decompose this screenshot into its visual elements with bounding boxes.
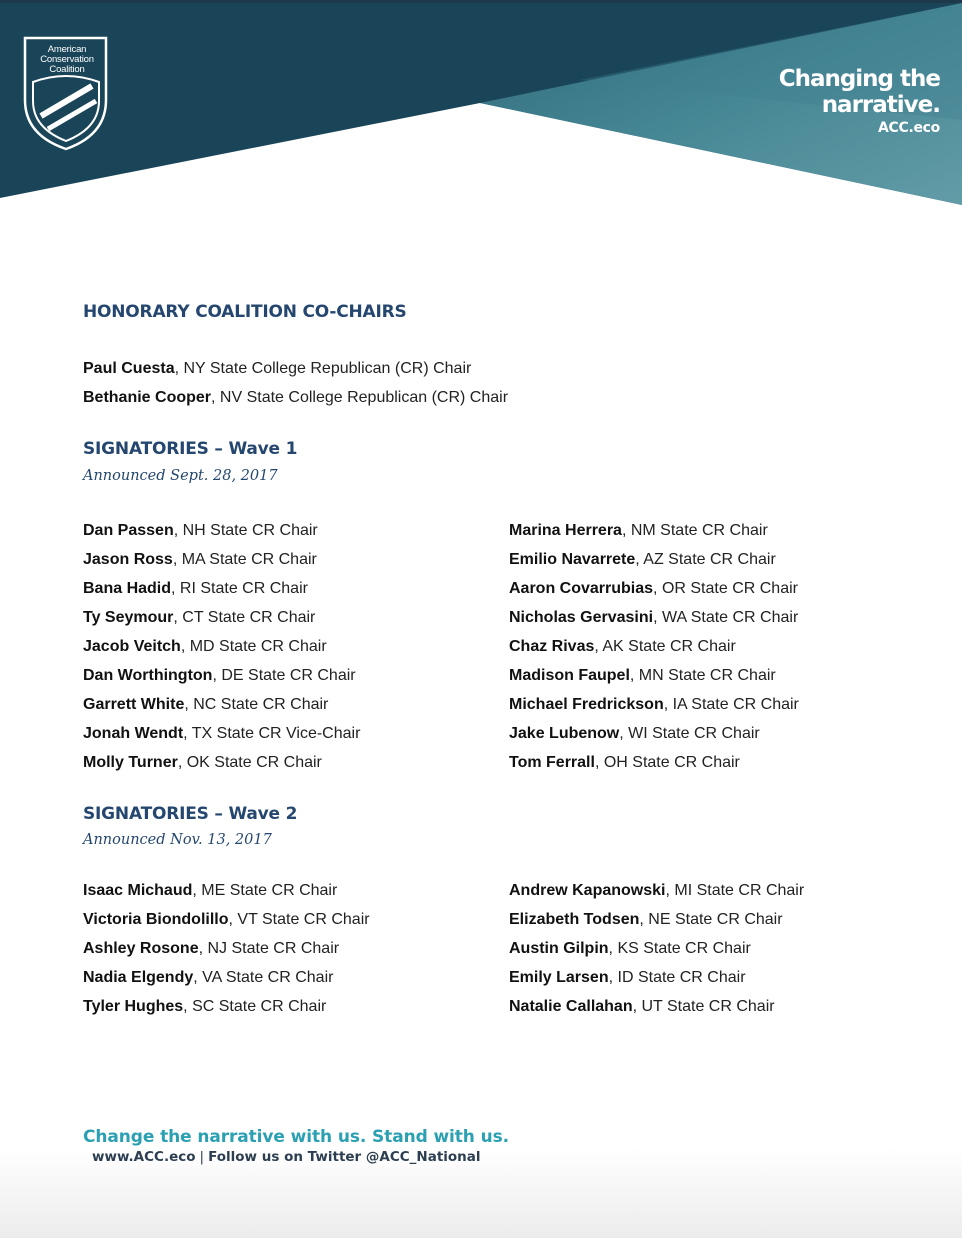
- logo-line-american: American: [47, 44, 87, 55]
- member-name: Ashley Rosone: [83, 940, 199, 957]
- list-item: [83, 661, 360, 690]
- list-item: [83, 719, 360, 748]
- list-item: [509, 934, 804, 963]
- list-item: [83, 516, 360, 545]
- member-role: , AK State CR Chair: [594, 638, 736, 655]
- list-item: [83, 992, 370, 1021]
- member-name: Emily Larsen: [509, 969, 609, 986]
- member-name: Madison Faupel: [509, 667, 630, 684]
- list-item: [509, 992, 804, 1021]
- list-item: [509, 545, 799, 574]
- member-name: Nicholas Gervasini: [509, 609, 654, 626]
- member-role: , NM State CR Chair: [621, 522, 768, 539]
- wave2-date: Announced Nov. 13, 2017: [83, 832, 272, 848]
- footer-contact: [92, 1149, 481, 1165]
- member-role: , OR State CR Chair: [653, 580, 798, 597]
- wave2-title: SIGNATORIES – Wave 2: [83, 804, 298, 824]
- member-name: Garrett White: [83, 696, 185, 713]
- member-name: Natalie Callahan: [509, 998, 633, 1015]
- logo-text: [30, 45, 104, 75]
- header-tagline: [779, 66, 940, 138]
- member-name: Tom Ferrall: [509, 754, 595, 771]
- member-name: Bethanie Cooper: [83, 389, 212, 406]
- member-role: , NY State College Republican (CR) Chair: [174, 360, 472, 377]
- list-item: [83, 574, 360, 603]
- member-name: Molly Turner: [83, 754, 178, 771]
- member-role: , RI State CR Chair: [171, 580, 308, 597]
- logo-line-conservation: Conservation: [40, 54, 94, 65]
- member-role: , KS State CR Chair: [608, 940, 751, 957]
- list-item: [83, 383, 508, 412]
- logo-line-coalition: Coalition: [49, 64, 85, 75]
- list-item: [509, 876, 804, 905]
- member-role: , IA State CR Chair: [663, 696, 799, 713]
- member-role: , OK State CR Chair: [177, 754, 322, 771]
- member-role: , UT State CR Chair: [632, 998, 775, 1015]
- honorary-list: [83, 354, 508, 412]
- list-item: [83, 545, 360, 574]
- member-role: , MD State CR Chair: [180, 638, 327, 655]
- list-item: [83, 963, 370, 992]
- list-item: [509, 632, 799, 661]
- list-item: [509, 603, 799, 632]
- member-role: , MI State CR Chair: [665, 882, 805, 899]
- member-role: , WA State CR Chair: [653, 609, 799, 626]
- list-item: [509, 516, 799, 545]
- member-role: , NV State College Republican (CR) Chair: [211, 389, 509, 406]
- wave1-date: Announced Sept. 28, 2017: [83, 468, 278, 484]
- member-role: , NE State CR Chair: [639, 911, 783, 928]
- member-name: Tyler Hughes: [83, 998, 184, 1015]
- list-item: [83, 748, 360, 777]
- footer-website-link[interactable]: www.ACC.eco: [92, 1149, 196, 1165]
- member-role: , OH State CR Chair: [594, 754, 740, 771]
- member-name: Austin Gilpin: [509, 940, 609, 957]
- member-role: , CT State CR Chair: [173, 609, 316, 626]
- member-role: , ME State CR Chair: [192, 882, 338, 899]
- member-name: Andrew Kapanowski: [509, 882, 666, 899]
- wave1-left-list: [83, 516, 360, 777]
- member-name: Nadia Elgendy: [83, 969, 194, 986]
- member-name: Emilio Navarrete: [509, 551, 636, 568]
- tagline-url[interactable]: ACC.eco: [877, 120, 940, 136]
- list-item: [83, 876, 370, 905]
- member-role: , MA State CR Chair: [172, 551, 317, 568]
- member-name: Jonah Wendt: [83, 725, 184, 742]
- member-name: Victoria Biondolillo: [83, 911, 229, 928]
- list-item: [83, 905, 370, 934]
- list-item: [83, 632, 360, 661]
- member-name: Jason Ross: [83, 551, 173, 568]
- tagline-line2: narrative.: [821, 92, 940, 118]
- member-name: Jake Lubenow: [509, 725, 620, 742]
- member-name: Chaz Rivas: [509, 638, 595, 655]
- wave2-left-list: [83, 876, 370, 1021]
- footer-headline: Change the narrative with us. Stand with us.: [83, 1127, 510, 1147]
- list-item: [509, 748, 799, 777]
- member-role: , MN State CR Chair: [629, 667, 776, 684]
- member-name: Michael Fredrickson: [509, 696, 664, 713]
- member-name: Jacob Veitch: [83, 638, 181, 655]
- honorary-title: HONORARY COALITION CO-CHAIRS: [83, 302, 407, 322]
- list-item: [509, 574, 799, 603]
- member-name: Dan Passen: [83, 522, 174, 539]
- list-item: [83, 934, 370, 963]
- list-item: [83, 354, 508, 383]
- member-role: , NH State CR Chair: [173, 522, 318, 539]
- list-item: [83, 603, 360, 632]
- footer-twitter-link[interactable]: Follow us on Twitter @ACC_National: [208, 1149, 481, 1165]
- list-item: [83, 690, 360, 719]
- wave1-title: SIGNATORIES – Wave 1: [83, 439, 298, 459]
- footer-separator: |: [199, 1149, 205, 1165]
- member-role: , ID State CR Chair: [608, 969, 746, 986]
- member-name: Ty Seymour: [83, 609, 174, 626]
- list-item: [509, 905, 804, 934]
- member-name: Marina Herrera: [509, 522, 622, 539]
- member-role: , SC State CR Chair: [183, 998, 327, 1015]
- member-role: , VA State CR Chair: [193, 969, 334, 986]
- member-role: , NJ State CR Chair: [198, 940, 340, 957]
- member-name: Dan Worthington: [83, 667, 213, 684]
- member-role: , TX State CR Vice-Chair: [183, 725, 361, 742]
- list-item: [509, 719, 799, 748]
- wave1-right-list: [509, 516, 799, 777]
- member-role: , NC State CR Chair: [184, 696, 329, 713]
- list-item: [509, 661, 799, 690]
- member-name: Paul Cuesta: [83, 360, 175, 377]
- header-banner: [0, 0, 962, 215]
- member-role: , WI State CR Chair: [619, 725, 760, 742]
- member-role: , VT State CR Chair: [228, 911, 370, 928]
- tagline-line1: Changing the: [778, 66, 940, 92]
- list-item: [509, 690, 799, 719]
- wave2-right-list: [509, 876, 804, 1021]
- member-role: , AZ State CR Chair: [635, 551, 776, 568]
- member-role: , DE State CR Chair: [212, 667, 356, 684]
- member-name: Elizabeth Todsen: [509, 911, 640, 928]
- list-item: [509, 963, 804, 992]
- member-name: Bana Hadid: [83, 580, 172, 597]
- member-name: Aaron Covarrubias: [509, 580, 654, 597]
- member-name: Isaac Michaud: [83, 882, 193, 899]
